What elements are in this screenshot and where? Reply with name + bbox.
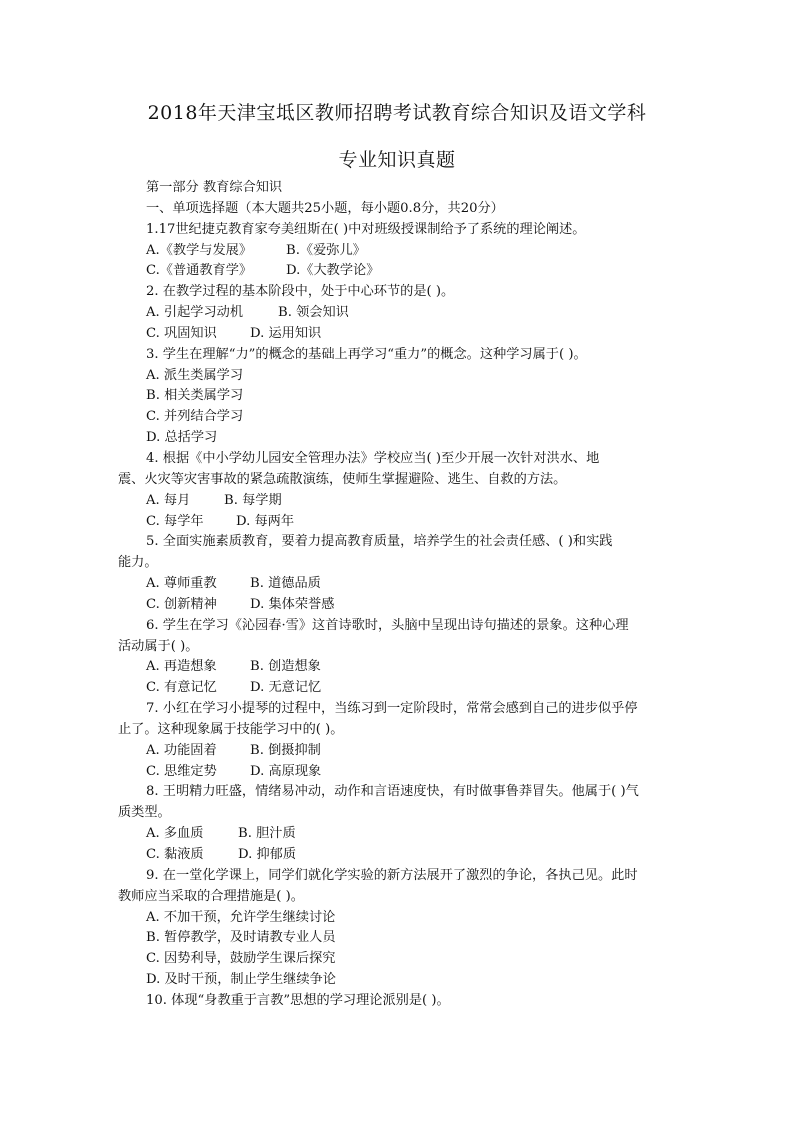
- question-8-options-ab: [118, 824, 688, 845]
- part-heading: 第一部分 教育综合知识: [146, 180, 283, 195]
- option-c: C. 黏液质: [146, 847, 204, 862]
- question-9-stem-line2: 教师应当采取的合理措施是( )。: [118, 888, 304, 904]
- document-body: [118, 178, 688, 1012]
- option-b: B.《爱弥儿》: [286, 242, 366, 258]
- question-2-options-cd: [118, 324, 688, 345]
- option-d: D. 高原现象: [250, 763, 322, 779]
- option-c: C. 并列结合学习: [146, 409, 244, 425]
- option-c: C. 有意记忆: [146, 680, 217, 696]
- question-8-stem-line1: 8. 王明精力旺盛，情绪易冲动，动作和言语速度快，有时做事鲁莽冒失。他属于( )气: [146, 784, 639, 800]
- option-a: A. 每月: [146, 492, 191, 508]
- question-4-options-ab: [118, 491, 688, 512]
- question-1-stem: 1.17世纪捷克教育家夸美纽斯在( )中对班级授课制给予了系统的理论阐述。: [146, 221, 586, 237]
- option-d: D. 及时干预，制止学生继续争论: [146, 972, 336, 988]
- question-5-options-cd: [118, 595, 688, 616]
- option-a: A. 派生类属学习: [146, 367, 244, 383]
- question-2-stem: 2. 在教学过程的基本阶段中，处于中心环节的是( )。: [146, 284, 455, 300]
- question-8-options-cd: [118, 845, 688, 866]
- question-5-options-ab: [118, 574, 688, 595]
- document-title: 2018年天津宝坻区教师招聘考试教育综合知识及语文学科: [147, 102, 647, 124]
- option-c: C. 巩固知识: [146, 325, 217, 341]
- question-1-options-cd: [118, 261, 688, 282]
- section-heading: 一、单项选择题（本大题共25小题，每小题0.8分，共20分）: [146, 200, 504, 216]
- option-c: C. 创新精神: [146, 596, 217, 612]
- option-a: A. 功能固着: [146, 742, 217, 758]
- question-6-stem-line2: 活动属于( )。: [118, 638, 199, 654]
- question-7-options-ab: [118, 741, 688, 762]
- option-b: B. 每学期: [224, 492, 282, 508]
- question-4-stem-line2: 震、火灾等灾害事故的紧急疏散演练，使师生掌握避险、逃生、自救的方法。: [118, 471, 567, 487]
- option-d: D. 每两年: [236, 513, 295, 529]
- option-c: C.《普通教育学》: [146, 263, 253, 279]
- option-d: D. 运用知识: [250, 325, 322, 341]
- question-6-options-cd: [118, 678, 688, 699]
- option-b: B. 胆汁质: [238, 826, 296, 842]
- option-b: B. 道德品质: [250, 576, 321, 592]
- option-a: A.《教学与发展》: [146, 242, 253, 258]
- option-c: C. 每学年: [146, 513, 204, 529]
- option-c: C. 思维定势: [146, 763, 217, 779]
- option-a: A. 多血质: [146, 826, 204, 842]
- option-a: A. 尊师重教: [146, 576, 217, 592]
- question-7-stem-line2: 止了。这种现象属于技能学习中的( )。: [118, 721, 344, 737]
- question-9-stem-line1: 9. 在一堂化学课上，同学们就化学实验的新方法展开了激烈的争论，各执己见。此时: [146, 867, 638, 883]
- question-4-options-cd: [118, 512, 688, 533]
- option-d: D. 总括学习: [146, 430, 218, 446]
- option-d: D. 集体荣誉感: [250, 596, 335, 612]
- option-b: B. 暂停教学，及时请教专业人员: [146, 930, 336, 946]
- option-a: A. 引起学习动机: [146, 305, 244, 321]
- option-b: B. 领会知识: [278, 305, 349, 321]
- question-7-stem-line1: 7. 小红在学习小提琴的过程中，当练习到一定阶段时，常常会感到自己的进步似乎停: [146, 701, 638, 717]
- option-d: D. 无意记忆: [250, 680, 322, 696]
- question-6-options-ab: [118, 657, 688, 678]
- question-10-stem: 10. 体现“身教重于言教”思想的学习理论派别是( )。: [146, 992, 450, 1008]
- question-8-stem-line2: 质类型。: [118, 805, 171, 821]
- question-5-stem-line2: 能力。: [118, 555, 158, 571]
- option-d: D.《大教学论》: [286, 263, 380, 279]
- option-c: C. 因势利导，鼓励学生课后探究: [146, 951, 336, 967]
- question-4-stem-line1: 4. 根据《中小学幼儿园安全管理办法》学校应当( )至少开展一次针对洪水、地: [146, 450, 600, 466]
- question-1-options-ab: [118, 241, 688, 262]
- question-6-stem-line1: 6. 学生在学习《沁园春·雪》这首诗歌时，头脑中呈现出诗句描述的景象。这种心理: [146, 617, 629, 633]
- question-2-options-ab: [118, 303, 688, 324]
- option-a: A. 不加干预，允许学生继续讨论: [146, 909, 336, 925]
- option-a: A. 再造想象: [146, 659, 217, 675]
- document-subtitle: 专业知识真题: [338, 149, 456, 171]
- option-b: B. 倒摄抑制: [250, 742, 321, 758]
- question-5-stem-line1: 5. 全面实施素质教育，要着力提高教育质量，培养学生的社会责任感、( )和实践: [146, 534, 613, 550]
- question-7-options-cd: [118, 762, 688, 783]
- question-3-stem: 3. 学生在理解“力”的概念的基础上再学习“重力”的概念。这种学习属于( )。: [146, 346, 587, 362]
- option-b: B. 创造想象: [250, 659, 321, 675]
- option-d: D. 抑郁质: [238, 847, 297, 862]
- option-b: B. 相关类属学习: [146, 388, 244, 404]
